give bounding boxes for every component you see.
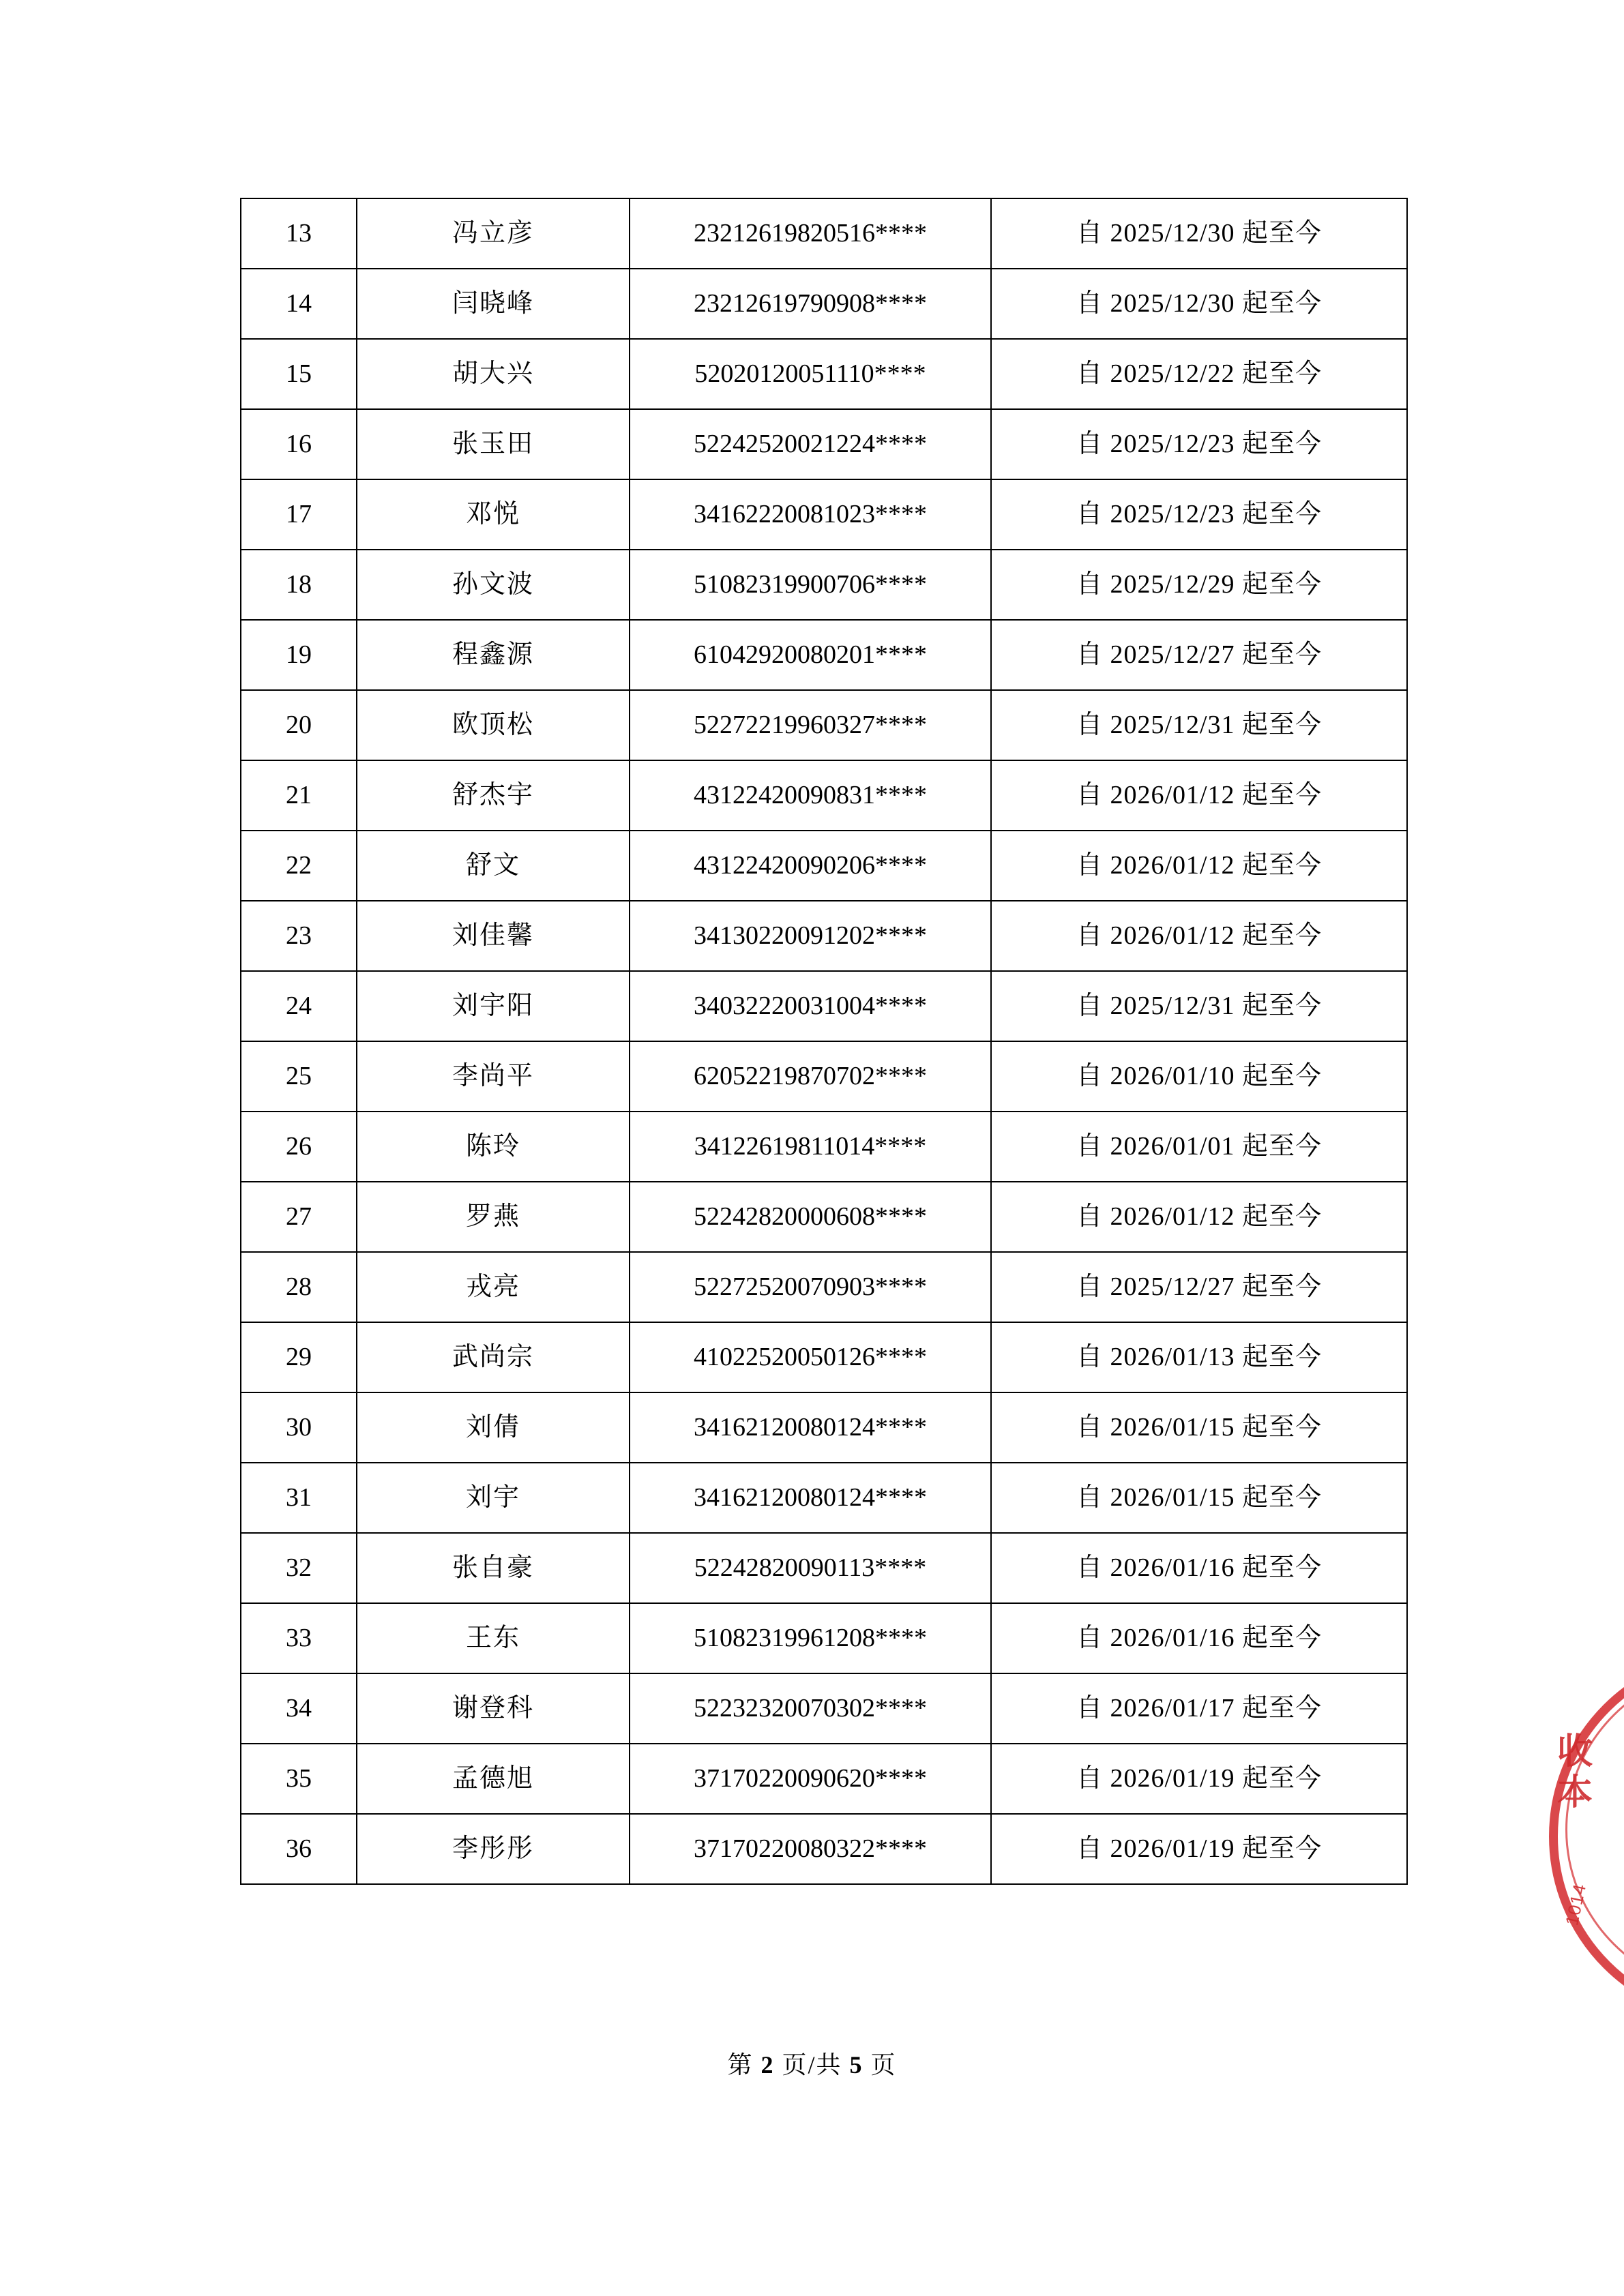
table-row <box>241 198 1407 269</box>
row-name-cell: 王东 <box>357 1603 630 1673</box>
records-table-body <box>241 198 1407 1884</box>
row-index-cell: 21 <box>241 760 357 831</box>
table-row <box>241 971 1407 1041</box>
table-row <box>241 409 1407 479</box>
table-row <box>241 831 1407 901</box>
row-index-cell: 36 <box>241 1814 357 1884</box>
row-name-cell: 张自豪 <box>357 1533 630 1603</box>
row-index-cell: 13 <box>241 198 357 269</box>
row-id-number-cell: 37170220090620**** <box>630 1744 991 1814</box>
row-index-cell: 33 <box>241 1603 357 1673</box>
row-period-cell: 自 2025/12/27 起至今 <box>991 620 1407 690</box>
row-period-cell: 自 2026/01/10 起至今 <box>991 1041 1407 1112</box>
footer-prefix: 第 <box>727 2051 754 2078</box>
row-name-cell: 刘倩 <box>357 1392 630 1463</box>
row-name-cell: 舒文 <box>357 831 630 901</box>
row-name-cell: 罗燕 <box>357 1182 630 1252</box>
row-index-cell: 16 <box>241 409 357 479</box>
row-id-number-cell: 52242520021224**** <box>630 409 991 479</box>
table-row <box>241 1112 1407 1182</box>
row-id-number-cell: 34162220081023**** <box>630 479 991 550</box>
table-row <box>241 339 1407 409</box>
row-id-number-cell: 52242820000608**** <box>630 1182 991 1252</box>
row-period-cell: 自 2025/12/23 起至今 <box>991 409 1407 479</box>
row-index-cell: 19 <box>241 620 357 690</box>
seal-number: 1014 <box>1561 1881 1591 1928</box>
table-row <box>241 1814 1407 1884</box>
row-period-cell: 自 2026/01/15 起至今 <box>991 1463 1407 1533</box>
row-index-cell: 18 <box>241 550 357 620</box>
table-row <box>241 1603 1407 1673</box>
row-period-cell: 自 2025/12/23 起至今 <box>991 479 1407 550</box>
row-period-cell: 自 2026/01/19 起至今 <box>991 1814 1407 1884</box>
row-id-number-cell: 37170220080322**** <box>630 1814 991 1884</box>
page-footer <box>0 2046 1624 2081</box>
row-index-cell: 32 <box>241 1533 357 1603</box>
row-index-cell: 15 <box>241 339 357 409</box>
records-table <box>240 198 1408 1885</box>
row-id-number-cell: 34130220091202**** <box>630 901 991 971</box>
table-row <box>241 1744 1407 1814</box>
row-id-number-cell: 52020120051110**** <box>630 339 991 409</box>
table-row <box>241 901 1407 971</box>
footer-suffix: 页 <box>870 2051 897 2078</box>
row-id-number-cell: 51082319961208**** <box>630 1603 991 1673</box>
row-id-number-cell: 34032220031004**** <box>630 971 991 1041</box>
row-period-cell: 自 2026/01/12 起至今 <box>991 760 1407 831</box>
row-name-cell: 刘佳馨 <box>357 901 630 971</box>
row-period-cell: 自 2025/12/30 起至今 <box>991 269 1407 339</box>
row-name-cell: 胡大兴 <box>357 339 630 409</box>
seal-inner-ring <box>1565 1667 1624 1993</box>
table-row <box>241 269 1407 339</box>
row-period-cell: 自 2025/12/30 起至今 <box>991 198 1407 269</box>
row-period-cell: 自 2025/12/29 起至今 <box>991 550 1407 620</box>
row-id-number-cell: 23212619820516**** <box>630 198 991 269</box>
seal-text: 收 本 <box>1557 1733 1593 1813</box>
row-id-number-cell: 51082319900706**** <box>630 550 991 620</box>
row-name-cell: 刘宇阳 <box>357 971 630 1041</box>
row-name-cell: 邓悦 <box>357 479 630 550</box>
row-name-cell: 戎亮 <box>357 1252 630 1322</box>
row-id-number-cell: 34162120080124**** <box>630 1392 991 1463</box>
row-period-cell: 自 2025/12/31 起至今 <box>991 690 1407 760</box>
row-index-cell: 29 <box>241 1322 357 1392</box>
row-period-cell: 自 2025/12/27 起至今 <box>991 1252 1407 1322</box>
table-row <box>241 1673 1407 1744</box>
row-period-cell: 自 2026/01/13 起至今 <box>991 1322 1407 1392</box>
table-row <box>241 690 1407 760</box>
row-name-cell: 冯立彦 <box>357 198 630 269</box>
row-id-number-cell: 61042920080201**** <box>630 620 991 690</box>
row-name-cell: 张玉田 <box>357 409 630 479</box>
row-index-cell: 30 <box>241 1392 357 1463</box>
row-id-number-cell: 43122420090831**** <box>630 760 991 831</box>
row-index-cell: 35 <box>241 1744 357 1814</box>
row-name-cell: 武尚宗 <box>357 1322 630 1392</box>
row-name-cell: 舒杰宇 <box>357 760 630 831</box>
row-period-cell: 自 2026/01/15 起至今 <box>991 1392 1407 1463</box>
row-index-cell: 31 <box>241 1463 357 1533</box>
row-period-cell: 自 2026/01/19 起至今 <box>991 1744 1407 1814</box>
row-id-number-cell: 52232320070302**** <box>630 1673 991 1744</box>
row-index-cell: 28 <box>241 1252 357 1322</box>
row-id-number-cell: 52272219960327**** <box>630 690 991 760</box>
row-period-cell: 自 2026/01/16 起至今 <box>991 1603 1407 1673</box>
row-name-cell: 李彤彤 <box>357 1814 630 1884</box>
footer-page-number: 2 <box>761 2051 775 2078</box>
row-period-cell: 自 2026/01/16 起至今 <box>991 1533 1407 1603</box>
row-index-cell: 22 <box>241 831 357 901</box>
row-name-cell: 闫晓峰 <box>357 269 630 339</box>
row-name-cell: 刘宇 <box>357 1463 630 1533</box>
row-id-number-cell: 62052219870702**** <box>630 1041 991 1112</box>
row-id-number-cell: 43122420090206**** <box>630 831 991 901</box>
table-row <box>241 1533 1407 1603</box>
row-id-number-cell: 41022520050126**** <box>630 1322 991 1392</box>
row-period-cell: 自 2026/01/12 起至今 <box>991 901 1407 971</box>
row-name-cell: 程鑫源 <box>357 620 630 690</box>
table-row <box>241 1322 1407 1392</box>
table-row <box>241 1182 1407 1252</box>
row-index-cell: 24 <box>241 971 357 1041</box>
row-name-cell: 陈玲 <box>357 1112 630 1182</box>
row-index-cell: 20 <box>241 690 357 760</box>
row-id-number-cell: 34162120080124**** <box>630 1463 991 1533</box>
official-seal-stamp <box>1542 1650 1624 2005</box>
row-name-cell: 欧顶松 <box>357 690 630 760</box>
row-index-cell: 25 <box>241 1041 357 1112</box>
row-period-cell: 自 2026/01/12 起至今 <box>991 831 1407 901</box>
table-row <box>241 1252 1407 1322</box>
row-period-cell: 自 2026/01/12 起至今 <box>991 1182 1407 1252</box>
row-name-cell: 谢登科 <box>357 1673 630 1744</box>
table-row <box>241 620 1407 690</box>
row-name-cell: 孙文波 <box>357 550 630 620</box>
table-row <box>241 1392 1407 1463</box>
row-period-cell: 自 2025/12/22 起至今 <box>991 339 1407 409</box>
row-id-number-cell: 52242820090113**** <box>630 1533 991 1603</box>
row-index-cell: 14 <box>241 269 357 339</box>
seal-outer-ring <box>1549 1650 1624 2005</box>
row-index-cell: 23 <box>241 901 357 971</box>
table-row <box>241 479 1407 550</box>
footer-middle: 页/共 <box>782 2051 842 2078</box>
table-row <box>241 1041 1407 1112</box>
row-index-cell: 26 <box>241 1112 357 1182</box>
row-index-cell: 17 <box>241 479 357 550</box>
row-period-cell: 自 2025/12/31 起至今 <box>991 971 1407 1041</box>
row-id-number-cell: 23212619790908**** <box>630 269 991 339</box>
records-table-container <box>240 198 1379 1885</box>
table-row <box>241 1463 1407 1533</box>
row-index-cell: 27 <box>241 1182 357 1252</box>
row-period-cell: 自 2026/01/17 起至今 <box>991 1673 1407 1744</box>
row-name-cell: 李尚平 <box>357 1041 630 1112</box>
row-name-cell: 孟德旭 <box>357 1744 630 1814</box>
row-period-cell: 自 2026/01/01 起至今 <box>991 1112 1407 1182</box>
table-row <box>241 760 1407 831</box>
row-id-number-cell: 52272520070903**** <box>630 1252 991 1322</box>
table-row <box>241 550 1407 620</box>
footer-total-pages: 5 <box>849 2051 863 2078</box>
row-id-number-cell: 34122619811014**** <box>630 1112 991 1182</box>
row-index-cell: 34 <box>241 1673 357 1744</box>
